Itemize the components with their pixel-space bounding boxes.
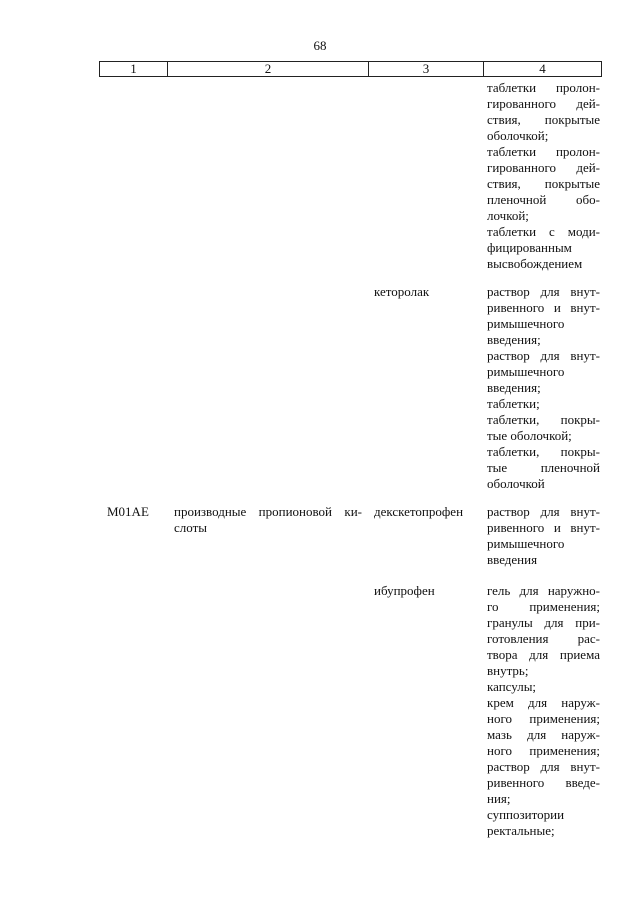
- header-col-1: 1: [100, 62, 168, 76]
- table-row-1-drug: кеторолак: [374, 284, 430, 299]
- table-row-0-forms: [487, 80, 600, 272]
- table-row-2-code: M01AE: [107, 504, 149, 519]
- table-row-2-group: [174, 504, 362, 536]
- form-line: высвобождением: [487, 256, 583, 271]
- form-line: введения: [487, 552, 538, 567]
- form-line: тые оболочкой;: [487, 428, 572, 443]
- group-line: производные пропионовой ки-: [174, 504, 362, 519]
- form-line: римышечного: [487, 364, 565, 379]
- form-line: гированного дей-: [487, 96, 600, 111]
- form-line: введения;: [487, 380, 541, 395]
- form-line: гранулы для при-: [487, 615, 600, 630]
- form-line: суппозитории: [487, 807, 565, 822]
- form-line: ния;: [487, 791, 511, 806]
- form-line: ректальные;: [487, 823, 555, 838]
- form-line: капсулы;: [487, 679, 537, 694]
- form-line: раствор для внут-: [487, 504, 600, 519]
- table-row-2-forms: [487, 504, 600, 568]
- page-number: 68: [313, 38, 327, 53]
- form-line: лочкой;: [487, 208, 529, 223]
- form-line: римышечного: [487, 536, 565, 551]
- form-line: раствор для внут-: [487, 348, 600, 363]
- form-line: гированного дей-: [487, 160, 600, 175]
- form-line: таблетки;: [487, 396, 540, 411]
- group-line: слоты: [174, 520, 208, 535]
- form-line: введения;: [487, 332, 541, 347]
- form-line: ного применения;: [487, 711, 600, 726]
- form-line: гель для наружно-: [487, 583, 600, 598]
- header-col-2: 2: [168, 62, 369, 76]
- form-line: ствия, покрытые: [487, 176, 600, 191]
- form-line: раствор для внут-: [487, 759, 600, 774]
- form-line: готовления рас-: [487, 631, 600, 646]
- form-line: ствия, покрытые: [487, 112, 600, 127]
- form-line: ривенного и внут-: [487, 520, 600, 535]
- form-line: таблетки с моди-: [487, 224, 600, 239]
- header-col-4: 4: [539, 61, 546, 76]
- table-row-3-drug: ибупрофен: [374, 583, 435, 598]
- form-line: тые пленочной: [487, 460, 600, 475]
- form-line: таблетки пролон-: [487, 144, 600, 159]
- form-line: мазь для наруж-: [487, 727, 600, 742]
- form-line: римышечного: [487, 316, 565, 331]
- table-row-2-drug: декскетопрофен: [374, 504, 464, 519]
- form-line: таблетки пролон-: [487, 80, 600, 95]
- form-line: крем для наруж-: [487, 695, 600, 710]
- form-line: фицированным: [487, 240, 572, 255]
- form-line: раствор для внут-: [487, 284, 600, 299]
- form-line: таблетки, покры-: [487, 444, 600, 459]
- form-line: оболочкой;: [487, 128, 549, 143]
- table-header: [99, 61, 602, 77]
- header-col-3: 3: [369, 62, 484, 76]
- form-line: ривенного и внут-: [487, 300, 600, 315]
- form-line: внутрь;: [487, 663, 529, 678]
- form-line: оболочкой: [487, 476, 545, 491]
- table-row-3-forms: [487, 583, 600, 839]
- form-line: твора для приема: [487, 647, 600, 662]
- form-line: го применения;: [487, 599, 600, 614]
- form-line: пленочной обо-: [487, 192, 600, 207]
- form-line: таблетки, покры-: [487, 412, 600, 427]
- form-line: ривенного введе-: [487, 775, 600, 790]
- table-row-1-forms: [487, 284, 600, 492]
- form-line: ного применения;: [487, 743, 600, 758]
